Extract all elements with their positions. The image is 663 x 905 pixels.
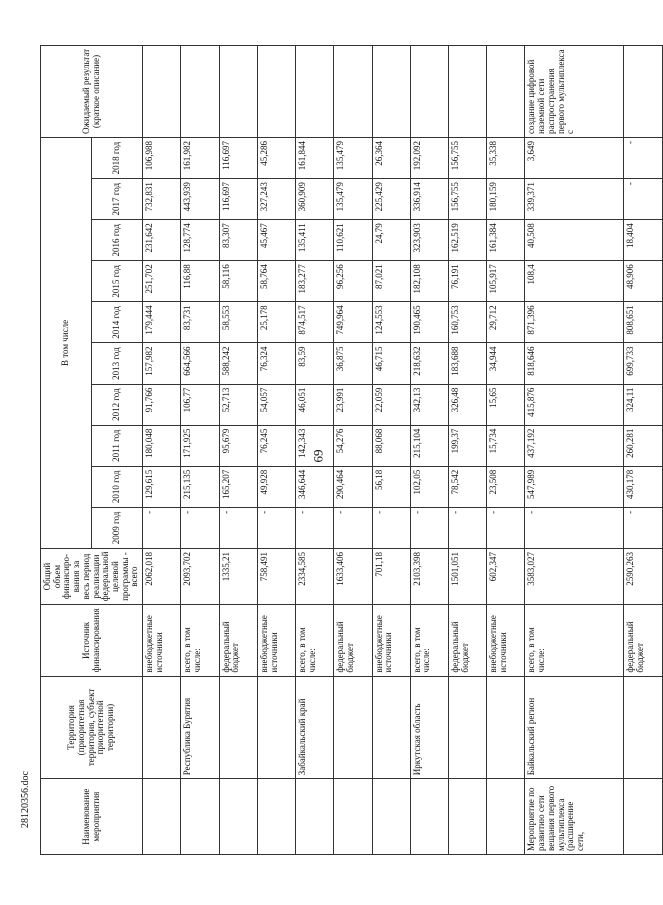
header-source: Источник финансирования bbox=[41, 605, 143, 676]
cell-year-value: 135,411 bbox=[296, 220, 334, 261]
cell-year-value: 323,903 bbox=[410, 220, 448, 261]
cell-result bbox=[181, 46, 219, 138]
cell-source: всего, в том числе: bbox=[296, 605, 334, 676]
cell-year-value: 116,88 bbox=[181, 261, 219, 302]
cell-year-value: 76,324 bbox=[257, 343, 295, 384]
cell-year-value: 749,964 bbox=[334, 302, 372, 343]
cell-year-value: 29,712 bbox=[487, 302, 525, 343]
cell-year-value: 46,715 bbox=[372, 343, 410, 384]
cell-year-value: 142,343 bbox=[296, 425, 334, 466]
cell-name bbox=[296, 779, 334, 855]
cell-year-value: 129,615 bbox=[143, 466, 181, 507]
cell-year-value: 183,277 bbox=[296, 261, 334, 302]
cell-year-value: 45,467 bbox=[257, 220, 295, 261]
header-year: 2011 год bbox=[92, 425, 143, 466]
cell-year-value: 215,135 bbox=[181, 466, 219, 507]
cell-year-value: 46,051 bbox=[296, 384, 334, 425]
cell-name bbox=[487, 779, 525, 855]
cell-year-value: 156,755 bbox=[448, 137, 486, 178]
cell-year-value: 49,928 bbox=[257, 466, 295, 507]
cell-year-value: 83,59 bbox=[296, 343, 334, 384]
cell-result bbox=[219, 46, 257, 138]
cell-year-value: 179,444 bbox=[143, 302, 181, 343]
cell-territory bbox=[257, 676, 295, 779]
cell-year-value: 58,553 bbox=[219, 302, 257, 343]
table-row bbox=[296, 46, 334, 855]
cell-year-value: - bbox=[448, 507, 486, 548]
cell-source: всего, в том числе: bbox=[410, 605, 448, 676]
cell-year-value: 128,774 bbox=[181, 220, 219, 261]
cell-year-value: 251,702 bbox=[143, 261, 181, 302]
cell-year-value: - bbox=[410, 507, 448, 548]
cell-year-value: - bbox=[257, 507, 295, 548]
cell-name bbox=[372, 779, 410, 855]
header-row-1 bbox=[41, 46, 92, 855]
cell-territory: Байкальский регион bbox=[525, 676, 624, 779]
cell-territory: Иркутская область bbox=[410, 676, 448, 779]
cell-year-value: 34,944 bbox=[487, 343, 525, 384]
cell-result bbox=[448, 46, 486, 138]
cell-name bbox=[334, 779, 372, 855]
cell-total: 2062,018 bbox=[143, 548, 181, 604]
cell-year-value: 588,242 bbox=[219, 343, 257, 384]
cell-year-value: 106,988 bbox=[143, 137, 181, 178]
cell-year-value: 45,286 bbox=[257, 137, 295, 178]
cell-year-value: 3,649 bbox=[525, 137, 624, 178]
cell-total: 758,491 bbox=[257, 548, 295, 604]
cell-year-value: 40,508 bbox=[525, 220, 624, 261]
cell-year-value: 161,384 bbox=[487, 220, 525, 261]
cell-territory bbox=[372, 676, 410, 779]
cell-name bbox=[448, 779, 486, 855]
cell-result bbox=[257, 46, 295, 138]
cell-year-value: 56,18 bbox=[372, 466, 410, 507]
cell-year-value: 871,396 bbox=[525, 302, 624, 343]
cell-year-value: 58,764 bbox=[257, 261, 295, 302]
cell-source: федеральный бюджет bbox=[624, 605, 662, 676]
cell-source: всего, в том числе: bbox=[181, 605, 219, 676]
cell-year-value: 116,697 bbox=[219, 137, 257, 178]
cell-year-value: 165,207 bbox=[219, 466, 257, 507]
cell-year-value: 110,621 bbox=[334, 220, 372, 261]
table-row bbox=[219, 46, 257, 855]
cell-year-value: 324,11 bbox=[624, 384, 662, 425]
cell-total: 1633,406 bbox=[334, 548, 372, 604]
cell-total: 2093,702 bbox=[181, 548, 219, 604]
cell-year-value: 437,192 bbox=[525, 425, 624, 466]
cell-year-value: 26,364 bbox=[372, 137, 410, 178]
header-total: Общий объем финансиро-вания за весь период реализации федеральной целевой программы - всего bbox=[41, 548, 143, 604]
header-year: 2010 год bbox=[92, 466, 143, 507]
cell-year-value: 182,108 bbox=[410, 261, 448, 302]
cell-source: внебюджетные источники bbox=[257, 605, 295, 676]
cell-year-value: 225,429 bbox=[372, 179, 410, 220]
cell-year-value: 23,508 bbox=[487, 466, 525, 507]
cell-total: 701,18 bbox=[372, 548, 410, 604]
header-year: 2012 год bbox=[92, 384, 143, 425]
cell-year-value: 430,178 bbox=[624, 466, 662, 507]
cell-year-value: 106,77 bbox=[181, 384, 219, 425]
cell-territory bbox=[448, 676, 486, 779]
cell-year-value: 135,479 bbox=[334, 179, 372, 220]
cell-year-value: 162,519 bbox=[448, 220, 486, 261]
cell-name: Мероприятие по развитию сети вещания первого мультиплекса (расширение сети, bbox=[525, 779, 624, 855]
cell-territory bbox=[334, 676, 372, 779]
table-row bbox=[410, 46, 448, 855]
header-name: Наименование мероприятия bbox=[41, 779, 143, 855]
cell-territory: Забайкальский край bbox=[296, 676, 334, 779]
cell-total: 3583,027 bbox=[525, 548, 624, 604]
cell-result bbox=[372, 46, 410, 138]
cell-name bbox=[181, 779, 219, 855]
cell-year-value: 54,057 bbox=[257, 384, 295, 425]
cell-year-value: 818,646 bbox=[525, 343, 624, 384]
cell-source: федеральный бюджет bbox=[448, 605, 486, 676]
cell-year-value: 664,566 bbox=[181, 343, 219, 384]
cell-result bbox=[143, 46, 181, 138]
cell-year-value: 161,844 bbox=[296, 137, 334, 178]
cell-name bbox=[257, 779, 295, 855]
cell-year-value: 116,697 bbox=[219, 179, 257, 220]
cell-year-value: 342,13 bbox=[410, 384, 448, 425]
header-year: 2009 год bbox=[92, 507, 143, 548]
header-year: 2015 год bbox=[92, 261, 143, 302]
cell-name bbox=[143, 779, 181, 855]
cell-year-value: 699,733 bbox=[624, 343, 662, 384]
header-territory: Территория (приоритетная территория, субъект приоритетной территории) bbox=[41, 676, 143, 779]
cell-year-value: - bbox=[181, 507, 219, 548]
cell-year-value: - bbox=[372, 507, 410, 548]
header-year: 2013 год bbox=[92, 343, 143, 384]
cell-year-value: 35,338 bbox=[487, 137, 525, 178]
cell-year-value: 135,479 bbox=[334, 137, 372, 178]
cell-year-value: 326,48 bbox=[448, 384, 486, 425]
cell-year-value: 83,731 bbox=[181, 302, 219, 343]
cell-territory bbox=[624, 676, 662, 779]
cell-total: 2103,398 bbox=[410, 548, 448, 604]
cell-year-value: 874,517 bbox=[296, 302, 334, 343]
cell-year-value: 15,734 bbox=[487, 425, 525, 466]
cell-year-value: 83,307 bbox=[219, 220, 257, 261]
cell-year-value: - bbox=[525, 507, 624, 548]
cell-total: 2334,585 bbox=[296, 548, 334, 604]
cell-year-value: - bbox=[219, 507, 257, 548]
table-row bbox=[525, 46, 624, 855]
cell-year-value: 54,276 bbox=[334, 425, 372, 466]
cell-year-value: 180,159 bbox=[487, 179, 525, 220]
cell-year-value: 25,178 bbox=[257, 302, 295, 343]
financing-table bbox=[40, 45, 663, 855]
cell-year-value: 231,642 bbox=[143, 220, 181, 261]
cell-result bbox=[410, 46, 448, 138]
table-row bbox=[487, 46, 525, 855]
table-row bbox=[624, 46, 662, 855]
cell-territory bbox=[219, 676, 257, 779]
rotated-table-page bbox=[40, 45, 646, 855]
cell-territory: Республика Бурятия bbox=[181, 676, 219, 779]
cell-year-value: 415,876 bbox=[525, 384, 624, 425]
cell-year-value: 327,243 bbox=[257, 179, 295, 220]
cell-year-value: 102,05 bbox=[410, 466, 448, 507]
table-row bbox=[181, 46, 219, 855]
page-number: 69 bbox=[310, 449, 326, 463]
cell-year-value: 124,553 bbox=[372, 302, 410, 343]
header-year: 2018 год bbox=[92, 137, 143, 178]
cell-total: 1335,21 bbox=[219, 548, 257, 604]
cell-year-value: 336,914 bbox=[410, 179, 448, 220]
cell-year-value: 76,191 bbox=[448, 261, 486, 302]
cell-total: 2590,263 bbox=[624, 548, 662, 604]
cell-year-value: 339,371 bbox=[525, 179, 624, 220]
cell-year-value: - bbox=[624, 179, 662, 220]
cell-year-value: 95,679 bbox=[219, 425, 257, 466]
header-year: 2017 год bbox=[92, 179, 143, 220]
cell-result bbox=[296, 46, 334, 138]
cell-year-value: 78,542 bbox=[448, 466, 486, 507]
cell-year-value: - bbox=[624, 137, 662, 178]
cell-result: создание цифровой наземной сети распространения первого мультиплекса с bbox=[525, 46, 624, 138]
cell-year-value: 547,989 bbox=[525, 466, 624, 507]
cell-result bbox=[334, 46, 372, 138]
cell-name bbox=[219, 779, 257, 855]
cell-name bbox=[410, 779, 448, 855]
cell-result bbox=[624, 46, 662, 138]
cell-year-value: 732,831 bbox=[143, 179, 181, 220]
cell-year-value: 183,688 bbox=[448, 343, 486, 384]
cell-total: 602,347 bbox=[487, 548, 525, 604]
cell-year-value: 52,713 bbox=[219, 384, 257, 425]
header-year: 2014 год bbox=[92, 302, 143, 343]
table-row bbox=[257, 46, 295, 855]
document-code: 28120356.doc bbox=[20, 771, 31, 828]
table-row bbox=[143, 46, 181, 855]
cell-source: федеральный бюджет bbox=[219, 605, 257, 676]
header-result: Ожидаемый результат (краткое описание) bbox=[41, 46, 143, 138]
cell-source: всего, в том числе: bbox=[525, 605, 624, 676]
cell-year-value: 18,404 bbox=[624, 220, 662, 261]
table-body bbox=[143, 46, 663, 855]
table-row bbox=[334, 46, 372, 855]
cell-year-value: 180,048 bbox=[143, 425, 181, 466]
cell-year-value: 161,982 bbox=[181, 137, 219, 178]
cell-year-value: 190,465 bbox=[410, 302, 448, 343]
cell-year-value: 22,059 bbox=[372, 384, 410, 425]
cell-year-value: 156,755 bbox=[448, 179, 486, 220]
cell-year-value: 108,4 bbox=[525, 261, 624, 302]
cell-year-value: 157,982 bbox=[143, 343, 181, 384]
cell-name bbox=[624, 779, 662, 855]
cell-year-value: - bbox=[624, 507, 662, 548]
cell-year-value: 96,256 bbox=[334, 261, 372, 302]
cell-year-value: 360,909 bbox=[296, 179, 334, 220]
cell-year-value: 105,917 bbox=[487, 261, 525, 302]
cell-year-value: 346,644 bbox=[296, 466, 334, 507]
cell-year-value: 192,092 bbox=[410, 137, 448, 178]
cell-year-value: - bbox=[143, 507, 181, 548]
cell-result bbox=[487, 46, 525, 138]
cell-year-value: 23,991 bbox=[334, 384, 372, 425]
cell-year-value: 160,753 bbox=[448, 302, 486, 343]
cell-year-value: 290,464 bbox=[334, 466, 372, 507]
cell-year-value: 24,79 bbox=[372, 220, 410, 261]
table-row bbox=[448, 46, 486, 855]
cell-year-value: 87,021 bbox=[372, 261, 410, 302]
cell-year-value: 443,939 bbox=[181, 179, 219, 220]
cell-territory bbox=[143, 676, 181, 779]
cell-total: 1501,051 bbox=[448, 548, 486, 604]
cell-year-value: 808,651 bbox=[624, 302, 662, 343]
cell-year-value: - bbox=[487, 507, 525, 548]
table-row bbox=[372, 46, 410, 855]
cell-year-value: 36,875 bbox=[334, 343, 372, 384]
cell-source: внебюджетные источники bbox=[487, 605, 525, 676]
cell-year-value: 199,37 bbox=[448, 425, 486, 466]
cell-year-value: - bbox=[296, 507, 334, 548]
header-year: 2016 год bbox=[92, 220, 143, 261]
cell-year-value: 260,281 bbox=[624, 425, 662, 466]
cell-year-value: 15,65 bbox=[487, 384, 525, 425]
cell-source: федеральный бюджет bbox=[334, 605, 372, 676]
header-in-that-number: В том числе bbox=[41, 137, 92, 548]
cell-year-value: 58,116 bbox=[219, 261, 257, 302]
cell-year-value: 48,906 bbox=[624, 261, 662, 302]
cell-year-value: 218,632 bbox=[410, 343, 448, 384]
cell-year-value: 215,104 bbox=[410, 425, 448, 466]
cell-year-value: 76,245 bbox=[257, 425, 295, 466]
cell-year-value: - bbox=[334, 507, 372, 548]
cell-year-value: 88,068 bbox=[372, 425, 410, 466]
cell-year-value: 171,925 bbox=[181, 425, 219, 466]
cell-territory bbox=[487, 676, 525, 779]
cell-year-value: 91,766 bbox=[143, 384, 181, 425]
cell-source: внебюджетные источники bbox=[372, 605, 410, 676]
cell-source: внебюджетные источники bbox=[143, 605, 181, 676]
